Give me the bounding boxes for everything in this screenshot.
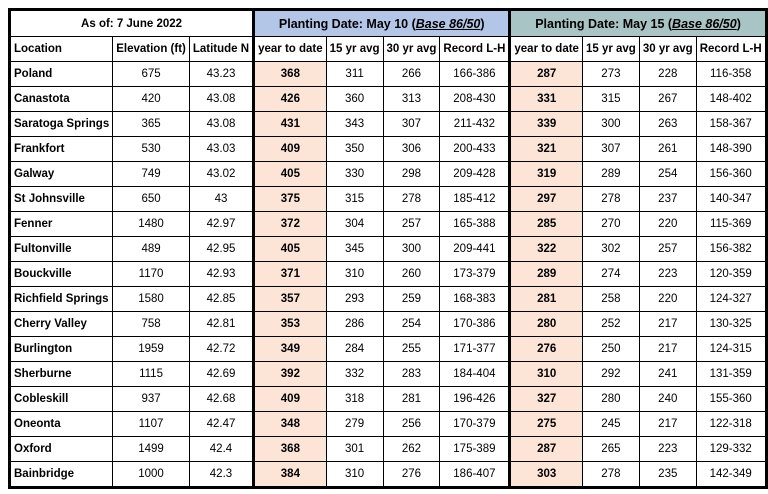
- cell-record-may10: 209-441: [440, 237, 510, 262]
- planting-group-may10: [254, 10, 510, 37]
- cell-latitude: 42.97: [189, 212, 253, 237]
- col-record-may15: Record L-H: [696, 37, 766, 62]
- cell-latitude: 43.02: [189, 162, 253, 187]
- cell-ytd-may15: 321: [510, 137, 583, 162]
- cell-record-may15: 122-318: [696, 412, 766, 437]
- cell-location: Poland: [10, 62, 113, 87]
- cell-ytd-may10: 409: [254, 137, 327, 162]
- cell-latitude: 42.47: [189, 412, 253, 437]
- col-location: Location: [10, 37, 113, 62]
- table-row: [10, 187, 767, 212]
- cell-record-may15: 130-325: [696, 312, 766, 337]
- cell-avg30-may10: 255: [383, 337, 440, 362]
- cell-record-may10: 185-412: [440, 187, 510, 212]
- cell-ytd-may15: 297: [510, 187, 583, 212]
- cell-record-may10: 200-433: [440, 137, 510, 162]
- cell-latitude: 42.93: [189, 262, 253, 287]
- cell-ytd-may15: 276: [510, 337, 583, 362]
- table-row: [10, 412, 767, 437]
- cell-record-may10: 173-379: [440, 262, 510, 287]
- header-row-columns: [10, 37, 767, 62]
- col-15yr-may10: 15 yr avg: [326, 37, 383, 62]
- cell-avg15-may15: 302: [582, 237, 639, 262]
- planting-group-may15: [510, 10, 766, 37]
- cell-avg15-may10: 286: [326, 312, 383, 337]
- cell-avg15-may10: 360: [326, 87, 383, 112]
- cell-ytd-may10: 409: [254, 387, 327, 412]
- col-elevation: Elevation (ft): [113, 37, 190, 62]
- table-row: [10, 362, 767, 387]
- cell-latitude: 42.3: [189, 462, 253, 488]
- table-row: [10, 462, 767, 488]
- cell-avg30-may10: 307: [383, 112, 440, 137]
- cell-latitude: 42.81: [189, 312, 253, 337]
- cell-elevation: 365: [113, 112, 190, 137]
- cell-record-may15: 148-402: [696, 87, 766, 112]
- cell-ytd-may10: 372: [254, 212, 327, 237]
- cell-record-may15: 156-360: [696, 162, 766, 187]
- cell-avg30-may15: 217: [639, 312, 696, 337]
- cell-location: Galway: [10, 162, 113, 187]
- col-ytd-may10: year to date: [254, 37, 327, 62]
- cell-location: Cherry Valley: [10, 312, 113, 337]
- cell-latitude: 43.23: [189, 62, 253, 87]
- cell-elevation: 758: [113, 312, 190, 337]
- cell-record-may15: 142-349: [696, 462, 766, 488]
- cell-elevation: 1480: [113, 212, 190, 237]
- cell-location: Bouckville: [10, 262, 113, 287]
- cell-avg15-may15: 278: [582, 187, 639, 212]
- cell-avg30-may15: 261: [639, 137, 696, 162]
- table-row: [10, 137, 767, 162]
- cell-avg30-may15: 223: [639, 437, 696, 462]
- cell-record-may15: 116-358: [696, 62, 766, 87]
- cell-avg30-may10: 298: [383, 162, 440, 187]
- cell-record-may10: 211-432: [440, 112, 510, 137]
- cell-ytd-may15: 327: [510, 387, 583, 412]
- cell-location: Oneonta: [10, 412, 113, 437]
- cell-avg30-may15: 228: [639, 62, 696, 87]
- cell-avg30-may10: 300: [383, 237, 440, 262]
- table-row: [10, 312, 767, 337]
- group2-suffix: ): [736, 16, 741, 31]
- cell-ytd-may15: 331: [510, 87, 583, 112]
- cell-ytd-may10: 426: [254, 87, 327, 112]
- cell-elevation: 1499: [113, 437, 190, 462]
- cell-elevation: 489: [113, 237, 190, 262]
- cell-record-may15: 140-347: [696, 187, 766, 212]
- cell-location: Bainbridge: [10, 462, 113, 488]
- cell-ytd-may10: 348: [254, 412, 327, 437]
- cell-avg30-may15: 235: [639, 462, 696, 488]
- cell-avg15-may10: 318: [326, 387, 383, 412]
- table-row: [10, 287, 767, 312]
- cell-ytd-may15: 319: [510, 162, 583, 187]
- cell-elevation: 420: [113, 87, 190, 112]
- table-row: [10, 387, 767, 412]
- cell-avg15-may15: 265: [582, 437, 639, 462]
- col-ytd-may15: year to date: [510, 37, 583, 62]
- cell-ytd-may15: 280: [510, 312, 583, 337]
- table-body: [10, 62, 767, 488]
- cell-record-may10: 209-428: [440, 162, 510, 187]
- cell-record-may10: 170-386: [440, 312, 510, 337]
- cell-avg15-may10: 279: [326, 412, 383, 437]
- cell-avg30-may15: 240: [639, 387, 696, 412]
- cell-avg15-may10: 332: [326, 362, 383, 387]
- cell-ytd-may15: 339: [510, 112, 583, 137]
- cell-record-may10: 208-430: [440, 87, 510, 112]
- col-30yr-may15: 30 yr avg: [639, 37, 696, 62]
- gdd-report: [8, 8, 768, 489]
- cell-ytd-may10: 357: [254, 287, 327, 312]
- cell-record-may15: 156-382: [696, 237, 766, 262]
- cell-avg30-may10: 266: [383, 62, 440, 87]
- cell-ytd-may15: 281: [510, 287, 583, 312]
- cell-record-may10: 166-386: [440, 62, 510, 87]
- col-latitude: Latitude N: [189, 37, 253, 62]
- cell-record-may10: 184-404: [440, 362, 510, 387]
- cell-avg30-may10: 281: [383, 387, 440, 412]
- cell-elevation: 675: [113, 62, 190, 87]
- cell-avg30-may10: 306: [383, 137, 440, 162]
- cell-avg15-may15: 274: [582, 262, 639, 287]
- cell-ytd-may10: 368: [254, 62, 327, 87]
- cell-record-may15: 120-359: [696, 262, 766, 287]
- cell-elevation: 1115: [113, 362, 190, 387]
- cell-avg15-may15: 289: [582, 162, 639, 187]
- cell-location: St Johnsville: [10, 187, 113, 212]
- cell-avg30-may10: 257: [383, 212, 440, 237]
- cell-latitude: 42.69: [189, 362, 253, 387]
- cell-location: Frankfort: [10, 137, 113, 162]
- cell-avg15-may10: 343: [326, 112, 383, 137]
- cell-elevation: 749: [113, 162, 190, 187]
- cell-record-may10: 175-389: [440, 437, 510, 462]
- cell-record-may10: 186-407: [440, 462, 510, 488]
- cell-avg15-may15: 258: [582, 287, 639, 312]
- cell-elevation: 1000: [113, 462, 190, 488]
- cell-avg30-may15: 241: [639, 362, 696, 387]
- cell-location: Cobleskill: [10, 387, 113, 412]
- cell-avg15-may15: 315: [582, 87, 639, 112]
- cell-location: Sherburne: [10, 362, 113, 387]
- cell-elevation: 530: [113, 137, 190, 162]
- group2-base: Base 86/50: [672, 16, 737, 31]
- col-30yr-may10: 30 yr avg: [383, 37, 440, 62]
- cell-avg30-may10: 256: [383, 412, 440, 437]
- cell-latitude: 42.68: [189, 387, 253, 412]
- cell-avg15-may10: 350: [326, 137, 383, 162]
- cell-ytd-may15: 285: [510, 212, 583, 237]
- cell-ytd-may15: 275: [510, 412, 583, 437]
- cell-avg15-may10: 345: [326, 237, 383, 262]
- cell-record-may10: 165-388: [440, 212, 510, 237]
- cell-avg30-may15: 217: [639, 337, 696, 362]
- cell-latitude: 43.08: [189, 112, 253, 137]
- cell-record-may15: 158-367: [696, 112, 766, 137]
- cell-ytd-may15: 289: [510, 262, 583, 287]
- cell-avg15-may10: 304: [326, 212, 383, 237]
- cell-ytd-may15: 310: [510, 362, 583, 387]
- cell-location: Canastota: [10, 87, 113, 112]
- cell-avg15-may10: 284: [326, 337, 383, 362]
- cell-latitude: 43.03: [189, 137, 253, 162]
- cell-ytd-may10: 384: [254, 462, 327, 488]
- cell-record-may15: 124-315: [696, 337, 766, 362]
- cell-ytd-may10: 368: [254, 437, 327, 462]
- cell-latitude: 42.72: [189, 337, 253, 362]
- cell-elevation: 1959: [113, 337, 190, 362]
- cell-avg15-may10: 301: [326, 437, 383, 462]
- cell-record-may15: 129-332: [696, 437, 766, 462]
- cell-avg15-may10: 310: [326, 462, 383, 488]
- cell-avg15-may15: 273: [582, 62, 639, 87]
- cell-location: Richfield Springs: [10, 287, 113, 312]
- table-row: [10, 112, 767, 137]
- cell-avg30-may10: 254: [383, 312, 440, 337]
- cell-record-may15: 155-360: [696, 387, 766, 412]
- cell-avg15-may10: 330: [326, 162, 383, 187]
- cell-location: Fenner: [10, 212, 113, 237]
- table-row: [10, 437, 767, 462]
- gdd-table: [8, 8, 768, 489]
- cell-avg30-may15: 257: [639, 237, 696, 262]
- cell-location: Oxford: [10, 437, 113, 462]
- table-row: [10, 262, 767, 287]
- cell-avg15-may15: 270: [582, 212, 639, 237]
- cell-elevation: 1170: [113, 262, 190, 287]
- cell-latitude: 43.08: [189, 87, 253, 112]
- cell-record-may15: 124-327: [696, 287, 766, 312]
- cell-avg30-may10: 283: [383, 362, 440, 387]
- cell-avg30-may10: 278: [383, 187, 440, 212]
- cell-ytd-may10: 392: [254, 362, 327, 387]
- cell-avg30-may15: 217: [639, 412, 696, 437]
- cell-avg15-may15: 300: [582, 112, 639, 137]
- cell-latitude: 42.85: [189, 287, 253, 312]
- group2-prefix: Planting Date: May 15 (: [535, 16, 673, 31]
- cell-location: Fultonville: [10, 237, 113, 262]
- cell-avg30-may10: 259: [383, 287, 440, 312]
- cell-ytd-may15: 287: [510, 437, 583, 462]
- cell-avg15-may15: 252: [582, 312, 639, 337]
- cell-ytd-may10: 349: [254, 337, 327, 362]
- cell-record-may15: 148-390: [696, 137, 766, 162]
- col-15yr-may15: 15 yr avg: [582, 37, 639, 62]
- col-record-may10: Record L-H: [440, 37, 510, 62]
- cell-latitude: 43: [189, 187, 253, 212]
- cell-avg30-may15: 263: [639, 112, 696, 137]
- cell-avg15-may15: 280: [582, 387, 639, 412]
- cell-avg30-may10: 313: [383, 87, 440, 112]
- table-row: [10, 62, 767, 87]
- cell-avg15-may10: 311: [326, 62, 383, 87]
- cell-record-may15: 115-369: [696, 212, 766, 237]
- cell-avg30-may15: 223: [639, 262, 696, 287]
- cell-record-may10: 168-383: [440, 287, 510, 312]
- table-row: [10, 337, 767, 362]
- table-row: [10, 212, 767, 237]
- cell-ytd-may10: 375: [254, 187, 327, 212]
- cell-avg15-may10: 310: [326, 262, 383, 287]
- cell-elevation: 650: [113, 187, 190, 212]
- cell-ytd-may10: 353: [254, 312, 327, 337]
- cell-avg30-may10: 262: [383, 437, 440, 462]
- table-row: [10, 87, 767, 112]
- cell-ytd-may10: 405: [254, 162, 327, 187]
- cell-avg15-may15: 245: [582, 412, 639, 437]
- cell-avg15-may15: 307: [582, 137, 639, 162]
- header-row-groups: [10, 10, 767, 37]
- cell-ytd-may10: 371: [254, 262, 327, 287]
- cell-ytd-may15: 322: [510, 237, 583, 262]
- cell-avg15-may10: 315: [326, 187, 383, 212]
- cell-avg15-may15: 250: [582, 337, 639, 362]
- cell-ytd-may15: 303: [510, 462, 583, 488]
- cell-avg30-may15: 220: [639, 212, 696, 237]
- cell-avg30-may15: 220: [639, 287, 696, 312]
- cell-ytd-may10: 405: [254, 237, 327, 262]
- cell-ytd-may15: 287: [510, 62, 583, 87]
- cell-avg30-may15: 254: [639, 162, 696, 187]
- cell-record-may10: 196-426: [440, 387, 510, 412]
- cell-elevation: 1107: [113, 412, 190, 437]
- cell-record-may15: 131-359: [696, 362, 766, 387]
- cell-avg30-may15: 237: [639, 187, 696, 212]
- cell-latitude: 42.4: [189, 437, 253, 462]
- group1-base: Base 86/50: [415, 16, 481, 31]
- cell-ytd-may10: 431: [254, 112, 327, 137]
- cell-avg30-may10: 276: [383, 462, 440, 488]
- group1-suffix: ): [480, 16, 485, 31]
- cell-location: Burlington: [10, 337, 113, 362]
- cell-avg15-may15: 292: [582, 362, 639, 387]
- cell-location: Saratoga Springs: [10, 112, 113, 137]
- group1-prefix: Planting Date: May 10 (: [278, 16, 416, 31]
- cell-avg15-may15: 278: [582, 462, 639, 488]
- as-of-date: As of: 7 June 2022: [10, 10, 254, 37]
- table-row: [10, 162, 767, 187]
- cell-elevation: 1580: [113, 287, 190, 312]
- cell-record-may10: 171-377: [440, 337, 510, 362]
- cell-record-may10: 170-379: [440, 412, 510, 437]
- cell-avg30-may10: 260: [383, 262, 440, 287]
- cell-avg30-may15: 267: [639, 87, 696, 112]
- table-row: [10, 237, 767, 262]
- cell-avg15-may10: 293: [326, 287, 383, 312]
- cell-latitude: 42.95: [189, 237, 253, 262]
- cell-elevation: 937: [113, 387, 190, 412]
